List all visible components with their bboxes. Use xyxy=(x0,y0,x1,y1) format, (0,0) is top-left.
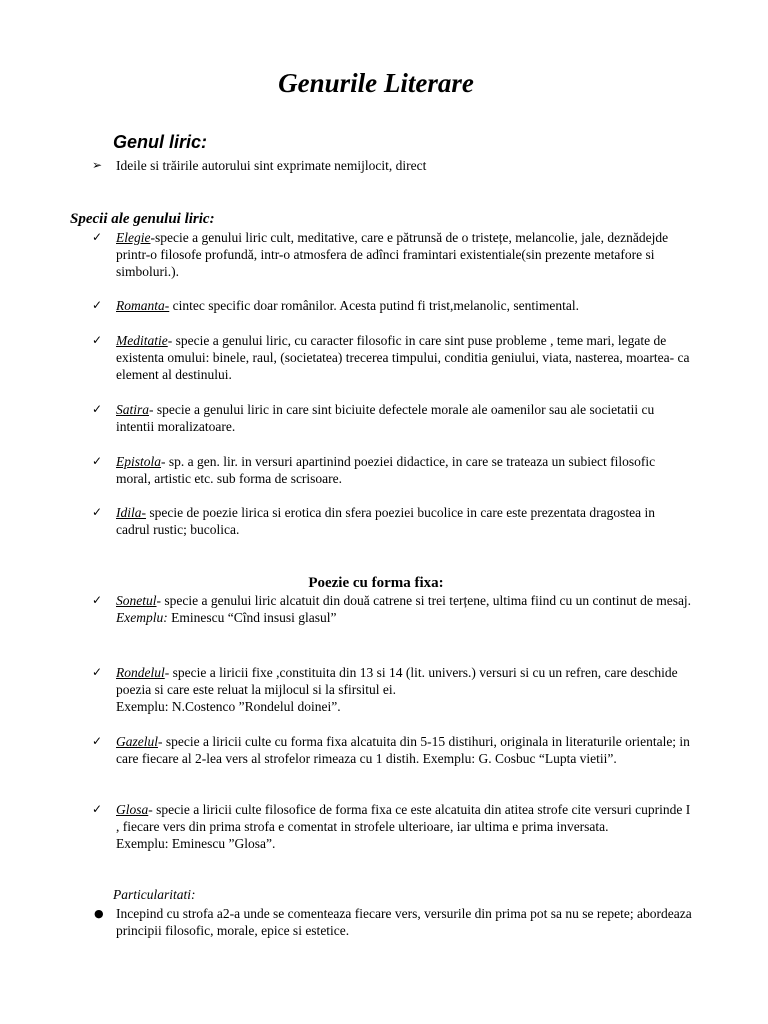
definition-glosa: - specie a liricii culte filosofice de forma fixa ce este alcatuita din atitea strofe cite versuri cuprinde I , fiecare vers din prima strofa e comentat in strofele ulterioare, iar ultima e prima inversata. xyxy=(116,802,691,834)
list-item-glosa xyxy=(92,801,692,852)
checkmark-icon: ✓ xyxy=(92,298,103,312)
list-item-sonetul xyxy=(92,592,692,626)
term-epistola: Epistola xyxy=(116,454,162,469)
definition-satira: - specie a genului liric in care sint biciuite defectele morale ale oamenilor sau ale societatii cu intentii moralizatoare. xyxy=(116,402,655,434)
checkmark-icon: ✓ xyxy=(92,333,103,347)
term-idila: Idila- xyxy=(116,505,146,520)
definition-meditatie: - specie a genului liric, cu caracter filosofic in care sint puse probleme , teme mari, legate de existenta omului: binele, raul, (societatea) trecerea timpului, conditia geniului, viata, nasterea, moartea- ca element al destinului. xyxy=(116,333,690,382)
arrow-bullet-icon: ➢ xyxy=(92,158,103,172)
list-item-romanta xyxy=(92,297,692,314)
definition-sonetul: - specie a genului liric alcatuit din două catrene si trei terțene, ultima fiind cu un continut de mesaj. xyxy=(156,593,692,608)
definition-rondelul: - specie a liricii fixe ,constituita din 13 si 14 (lit. univers.) versuri si cu un refren, care deschide poezia si care este reluat la mijlocul si la sfirsitul ei. xyxy=(116,665,678,697)
list-item-satira xyxy=(92,401,692,435)
checkmark-icon: ✓ xyxy=(92,505,103,519)
checkmark-icon: ✓ xyxy=(92,802,103,816)
definition-idila: specie de poezie lirica si erotica din sfera poeziei bucolice in care este prezentata dragostea in cadrul rustic; bucolica. xyxy=(116,505,655,537)
dot-bullet-icon: ● xyxy=(94,907,104,920)
term-romanta: Romanta- xyxy=(116,298,170,313)
definition-gazelul: - specie a liricii culte cu forma fixa alcatuita din 5-15 distihuri, originala in literaturile orientale; in care fiecare al 2-lea vers al strofelor rimeaza cu 1 distih. Exemplu: G. Cosbuc “Lupta vietii”. xyxy=(116,734,690,766)
term-satira: Satira xyxy=(116,402,150,417)
list-item-meditatie xyxy=(92,332,692,383)
example-text-sonetul: Eminescu “Cînd insusi glasul” xyxy=(167,610,337,625)
particularities-text: Incepind cu strofa a2-a unde se comenteaza fiecare vers, versurile din prima pot sa nu se repete; abordeaza principii filosofic, morale, epice si estetice. xyxy=(116,906,692,938)
checkmark-icon: ✓ xyxy=(92,230,103,244)
term-glosa: Glosa xyxy=(116,802,149,817)
checkmark-icon: ✓ xyxy=(92,665,103,679)
term-meditatie: Meditatie xyxy=(116,333,168,348)
term-gazelul: Gazelul xyxy=(116,734,158,749)
checkmark-icon: ✓ xyxy=(92,734,103,748)
species-heading: Specii ale genului liric: xyxy=(70,211,215,227)
definition-elegie: -specie a genului liric cult, meditative, care e pătrunsă de o tristețe, melancolie, jale, deznădejde printr-o filosofe profundă, intr-o atmosfera de adînci framintari existentiale(sin prezente metafore si simboluri.). xyxy=(116,230,669,279)
fixed-form-heading: Poezie cu forma fixa: xyxy=(308,575,444,591)
document-title: Genurile Literare xyxy=(278,68,474,98)
lyric-genre-heading: Genul liric: xyxy=(113,132,208,152)
definition-epistola: - sp. a gen. lir. in versuri apartinind poeziei didactice, in care se trateaza un subiect filosofic moral, artistic etc. sub forma de scrisoare. xyxy=(116,454,656,486)
lyric-intro-text: Ideile si trăirile autorului sint exprimate nemijlocit, direct xyxy=(116,158,427,173)
term-elegie: Elegie xyxy=(116,230,151,245)
list-item-particularities xyxy=(92,905,692,939)
particularities-label: Particularitati: xyxy=(113,887,196,902)
list-item-epistola xyxy=(92,453,692,487)
term-sonetul: Sonetul xyxy=(116,593,157,608)
checkmark-icon: ✓ xyxy=(92,454,103,468)
list-item-elegie xyxy=(92,229,692,280)
example-glosa: Exemplu: Eminescu ”Glosa”. xyxy=(116,836,276,851)
list-item-gazelul xyxy=(92,733,692,767)
list-item-rondelul xyxy=(92,664,692,715)
example-rondelul: Exemplu: N.Costenco ”Rondelul doinei”. xyxy=(116,699,341,714)
term-rondelul: Rondelul xyxy=(116,665,165,680)
checkmark-icon: ✓ xyxy=(92,593,103,607)
list-item-idila xyxy=(92,504,692,538)
definition-romanta: cintec specific doar românilor. Acesta putind fi trist,melanolic, sentimental. xyxy=(169,298,580,313)
lyric-intro-item xyxy=(92,157,692,174)
example-label-sonetul: Exemplu: xyxy=(116,610,168,625)
checkmark-icon: ✓ xyxy=(92,402,103,416)
